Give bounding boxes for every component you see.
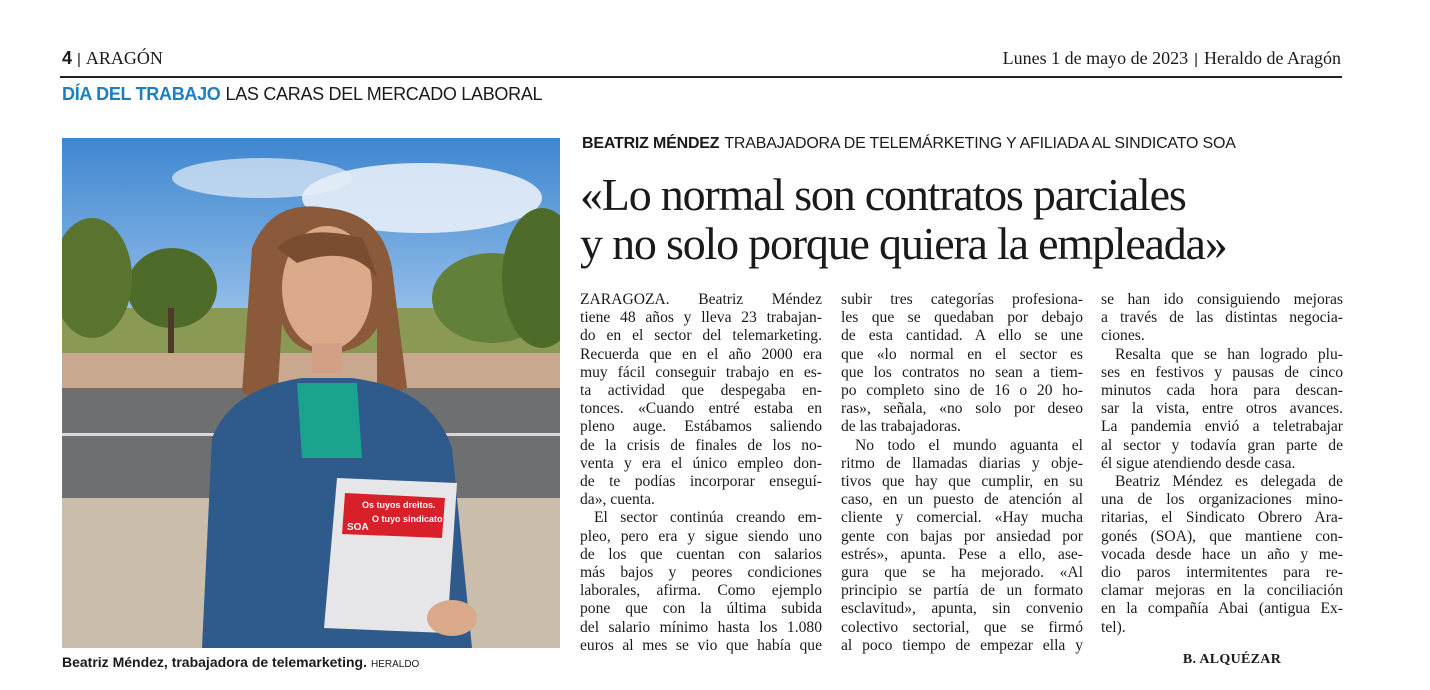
text-line: po completo sino de 16 o 20 ho-	[841, 382, 1083, 400]
text-line: vocada desde hace un año y me-	[1101, 545, 1343, 563]
text-line: Beatriz Méndez es delegada de	[1115, 473, 1343, 491]
article-column-1	[580, 291, 822, 655]
text-line: al sector y todavía gran parte de	[1101, 436, 1343, 454]
article-paragraph	[1101, 473, 1343, 637]
kicker-description: TRABAJADORA DE TELEMÁRKETING Y AFILIADA AL SINDICATO SOA	[724, 135, 1236, 152]
text-line: venta y era el único empleo don-	[580, 454, 822, 472]
article-paragraph	[580, 509, 822, 655]
article-paragraph	[1101, 291, 1343, 346]
text-line: él sigue atendiendo desde casa.	[1101, 454, 1296, 472]
booklet-slogan-1: Os tuyos dreitos.	[362, 500, 436, 510]
text-line: que «lo normal en el sector es	[841, 345, 1083, 363]
photo-credit: HERALDO	[370, 659, 420, 670]
text-line: de te podías incorporar enseguí-	[580, 473, 822, 491]
photo-caption	[62, 654, 419, 670]
section-tag: DÍA DEL TRABAJO	[62, 84, 221, 104]
article-paragraph	[1101, 346, 1343, 473]
text-line: ritarias, el Sindicato Obrero Ara-	[1101, 509, 1343, 527]
text-line: tiene 48 años y lleva 23 trabajan-	[580, 309, 822, 327]
text-line: euros al mes se vio que había que	[580, 636, 822, 654]
text-line: do en el sector del telemarketing.	[580, 327, 822, 345]
page-section: ARAGÓN	[85, 48, 163, 68]
text-line: El sector continúa creando em-	[594, 509, 822, 527]
text-line: La pandemia envió a teletrabajar	[1101, 418, 1343, 436]
issue-date: Lunes 1 de mayo de 2023	[1002, 48, 1189, 68]
text-line: cliente y comercial. «Hay mucha	[841, 509, 1083, 527]
text-line: gente con bajas por ansiedad por	[841, 527, 1083, 545]
text-line: al poco tiempo de empezar ella y	[841, 636, 1083, 654]
text-line: del salario mínimo hasta los 1.080	[580, 618, 822, 636]
text-line: a través de las distintas negocia-	[1101, 309, 1343, 327]
text-line: sar la vista, entre otros avances.	[1101, 400, 1343, 418]
text-line: caso, en un puesto de atención al	[841, 491, 1083, 509]
text-line: laborales, afirma. Como ejemplo	[580, 582, 822, 600]
booklet-slogan-2: O tuyo sindicato	[372, 514, 443, 524]
section-title: LAS CARAS DEL MERCADO LABORAL	[225, 84, 543, 104]
folio-separator: |	[77, 51, 81, 68]
text-line: de los que cuentan con salarios	[580, 545, 822, 563]
dateline	[1003, 48, 1341, 69]
article-paragraph	[841, 291, 1083, 437]
header-rule	[60, 76, 1342, 78]
text-line: pone que con la última subida	[580, 600, 822, 618]
text-line: más bajos y peores condiciones	[580, 564, 822, 582]
text-line: Resalta que se han logrado plu-	[1115, 345, 1343, 363]
text-line: ritmo de llamadas diarias y obje-	[841, 454, 1083, 472]
page-number: 4	[62, 48, 73, 68]
text-line: en la compañía Abai (antigua Ex-	[1101, 600, 1343, 618]
booklet-logo: SOA	[347, 522, 369, 533]
text-line: da», cuenta.	[580, 491, 655, 509]
kicker-name: BEATRIZ MÉNDEZ	[582, 135, 720, 152]
text-line: que los contratos no sean a tiem-	[841, 363, 1083, 381]
article-paragraph	[580, 291, 822, 509]
text-line: una de los organizaciones mino-	[1101, 491, 1343, 509]
text-line: gonés (SOA), que mantiene con-	[1101, 527, 1343, 545]
text-line: ta actividad que despegaba en-	[580, 382, 822, 400]
text-line: No todo el mundo aguanta el	[855, 436, 1083, 454]
text-line: estrés», apunta. Pese a ello, ase-	[841, 545, 1083, 563]
text-line: tivos que hay que cumplir, en su	[841, 473, 1083, 491]
text-line: subir tres categorías profesiona-	[841, 291, 1083, 308]
headline-line: y no solo porque quiera la empleada»	[580, 218, 1227, 269]
text-line: colectivo sectorial, que se firmó	[841, 618, 1083, 636]
section-bar	[62, 84, 542, 105]
text-line: pleno auge. Estábamos saliendo	[580, 418, 822, 436]
text-line: ciones.	[1101, 327, 1145, 345]
article-column-2	[841, 291, 1083, 655]
article-kicker	[582, 135, 1236, 153]
caption-text: Beatriz Méndez, trabajadora de telemarketing.	[62, 654, 367, 670]
text-line: de las trabajadoras.	[841, 418, 961, 436]
text-line: tel).	[1101, 618, 1126, 636]
text-line: de la crisis de finales de los no-	[580, 436, 822, 454]
text-line: se han ido consiguiendo mejoras	[1101, 291, 1343, 308]
article-headline	[580, 170, 1227, 268]
photo-byline: B. ALQUÉZAR	[1182, 652, 1282, 667]
article-photo	[62, 138, 560, 648]
headline-line: «Lo normal son contratos parciales	[580, 169, 1186, 220]
text-line: tonces. «Cuando entré estaba en	[580, 400, 822, 418]
dateline-separator: |	[1194, 51, 1199, 68]
text-line: pleo, pero era y sigue siendo uno	[580, 527, 822, 545]
text-line: esclavitud», apunta, sin convenio	[841, 600, 1083, 618]
text-line: de esta cantidad. A ello se une	[841, 327, 1083, 345]
text-line: clamar mejoras en la conciliación	[1101, 582, 1343, 600]
publication-name: Heraldo de Aragón	[1204, 48, 1341, 68]
text-line: ZARAGOZA. Beatriz Méndez	[580, 291, 822, 308]
text-line: ses en festivos y pausas de cinco	[1101, 363, 1343, 381]
text-line: principio se partía de un formato	[841, 582, 1083, 600]
text-line: ras», señala, «no solo por deseo	[841, 400, 1083, 418]
article-paragraph	[841, 437, 1083, 655]
article-column-3	[1101, 291, 1343, 637]
text-line: Recuerda que en el año 2000 era	[580, 345, 822, 363]
text-line: minutos cada hora para descan-	[1101, 382, 1343, 400]
page-folio	[62, 48, 163, 69]
text-line: gura que se ha mejorado. «Al	[841, 564, 1083, 582]
text-line: dio paros intermitentes para re-	[1101, 564, 1343, 582]
text-line: les que se quedaban por debajo	[841, 309, 1083, 327]
text-line: muy fácil conseguir trabajo en es-	[580, 363, 822, 381]
